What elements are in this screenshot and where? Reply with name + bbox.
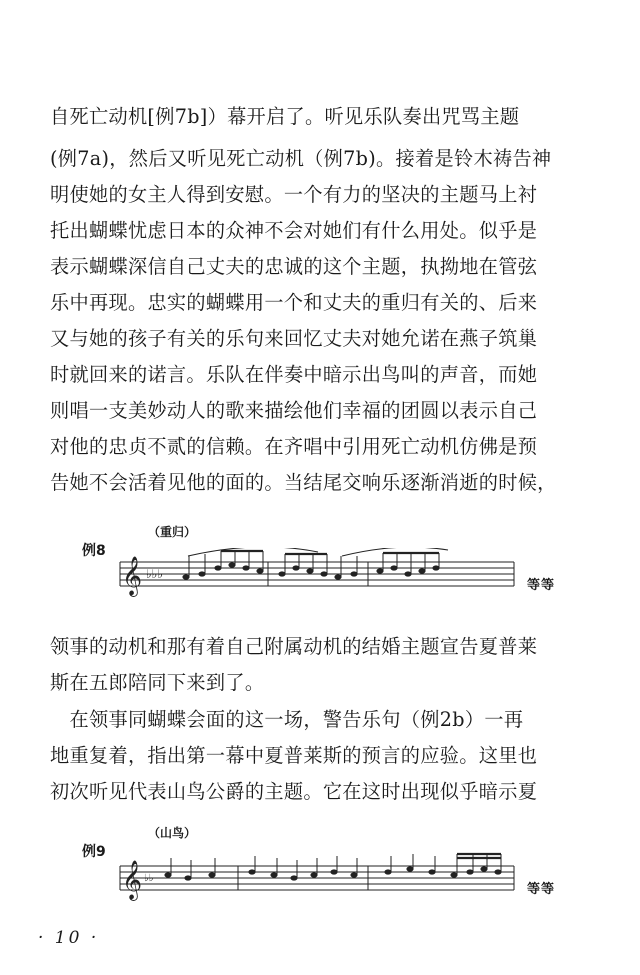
svg-text:𝄞: 𝄞 bbox=[122, 556, 143, 596]
text-line: 表示蝴蝶深信自己丈夫的忠诚的这个主题，执拗地在管弦 bbox=[50, 255, 538, 278]
text-line: 领事的动机和那有着自己附属动机的结婚主题宣告夏普莱 bbox=[50, 635, 538, 658]
text-line: 初次听见代表山鸟公爵的主题。它在这时出现似乎暗示夏 bbox=[50, 780, 538, 803]
text-line: 乐中再现。忠实的蝴蝶用一个和丈夫的重归有关的、后来 bbox=[50, 291, 538, 314]
music-staff-icon bbox=[118, 850, 518, 902]
example-label: 例9 bbox=[82, 844, 106, 860]
text-line: (例7a)，然后又听见死亡动机（例7b)。接着是铃木祷告神 bbox=[50, 147, 552, 170]
svg-text:♭♭: ♭♭ bbox=[144, 873, 154, 884]
example-title: （山鸟） bbox=[148, 826, 197, 840]
page-number: · 10 · bbox=[38, 928, 100, 948]
text-line: 地重复着，指出第一幕中夏普莱斯的预言的应验。这里也 bbox=[50, 744, 538, 767]
text-line: 对他的忠贞不贰的信赖。在齐唱中引用死亡动机仿佛是预 bbox=[50, 435, 538, 458]
etc-label: 等等 bbox=[527, 882, 556, 897]
text-line: 在领事同蝴蝶会面的这一场，警告乐句（例2b）一再 bbox=[50, 708, 524, 731]
text-line: 告她不会活着见他的面的。当结尾交响乐逐渐消逝的时候， bbox=[50, 471, 557, 494]
text-line: 自死亡动机[例7b]）幕开启了。听见乐队奏出咒骂主题 bbox=[50, 105, 520, 128]
text-line: 则唱一支美妙动人的歌来描绘他们幸福的团圆以表示自己 bbox=[50, 399, 538, 422]
text-line: 斯在五郎陪同下来到了。 bbox=[50, 671, 265, 694]
svg-text:𝄞: 𝄞 bbox=[122, 860, 143, 900]
text-line: 明使她的女主人得到安慰。一个有力的坚决的主题马上衬 bbox=[50, 183, 538, 206]
example-title: （重归） bbox=[148, 525, 197, 539]
music-staff-icon bbox=[118, 548, 518, 600]
text-line: 又与她的孩子有关的乐句来回忆丈夫对她允诺在燕子筑巢 bbox=[50, 327, 538, 350]
svg-text:♭♭♭: ♭♭♭ bbox=[146, 567, 163, 581]
etc-label: 等等 bbox=[527, 578, 556, 593]
example-label: 例8 bbox=[82, 543, 106, 559]
text-line: 时就回来的诺言。乐队在伴奏中暗示出鸟叫的声音，而她 bbox=[50, 363, 538, 386]
text-line: 托出蝴蝶忧虑日本的众神不会对她们有什么用处。似乎是 bbox=[50, 219, 538, 242]
